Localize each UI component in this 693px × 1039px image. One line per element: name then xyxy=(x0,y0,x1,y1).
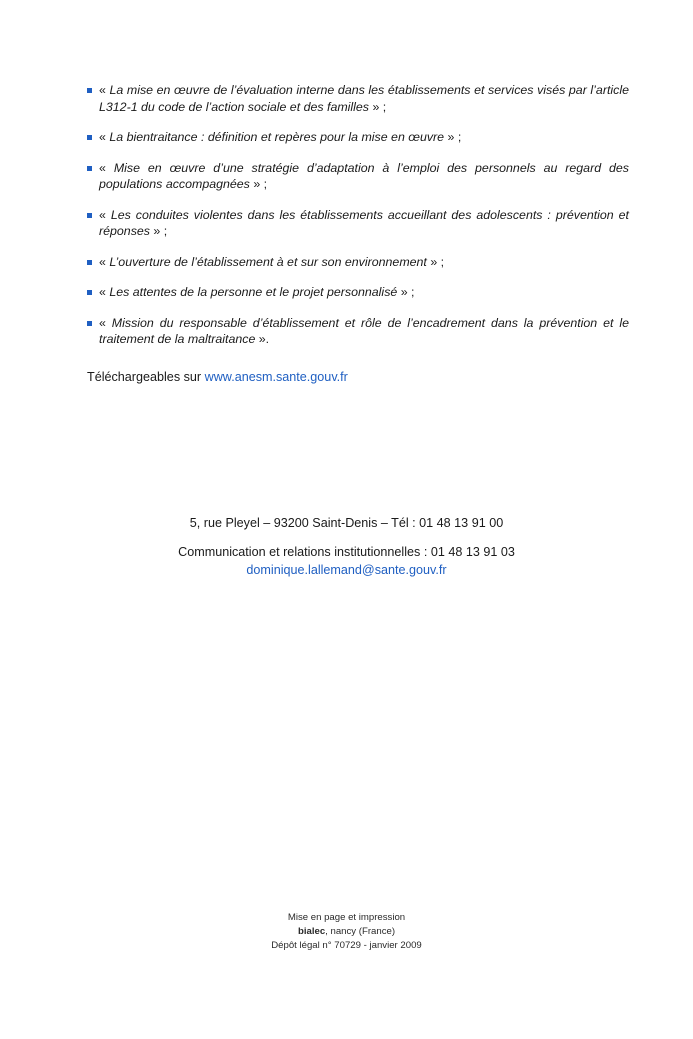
email-line xyxy=(0,563,693,577)
square-bullet-icon xyxy=(87,88,92,93)
square-bullet-icon xyxy=(87,321,92,326)
list-item xyxy=(87,160,629,193)
close-quote: » ; xyxy=(397,285,415,299)
download-prefix: Téléchargeables sur xyxy=(87,370,205,384)
printer-location: , nancy (France) xyxy=(325,926,396,937)
list-item xyxy=(87,82,629,115)
communication-line: Communication et relations institutionnelles : 01 48 13 91 03 xyxy=(178,545,515,559)
email-link[interactable]: dominique.lallemand@sante.gouv.fr xyxy=(246,563,447,577)
publication-title: Mission du responsable d’établissement et rôle de l’encadrement dans la prévention et le traitement de la maltraitance xyxy=(99,315,629,346)
publication-title: La mise en œuvre de l’évaluation interne dans les établissements et services visés par l’article L312-1 du code de l’action sociale et des familles xyxy=(99,83,629,114)
list-item xyxy=(87,284,629,301)
square-bullet-icon xyxy=(87,213,92,218)
square-bullet-icon xyxy=(87,260,92,265)
open-quote: « xyxy=(99,207,111,222)
list-item xyxy=(87,129,629,146)
open-quote: « xyxy=(99,160,114,175)
list-item xyxy=(87,315,629,348)
list-item xyxy=(87,207,629,240)
list-item xyxy=(87,254,629,271)
colophon-printer-line xyxy=(0,925,693,939)
publication-title: Les attentes de la personne et le projet personnalisé xyxy=(109,285,398,299)
open-quote: « xyxy=(99,285,110,299)
square-bullet-icon xyxy=(87,135,92,140)
address-line: 5, rue Pleyel – 93200 Saint-Denis – Tél : 01 48 13 91 00 xyxy=(189,516,504,530)
colophon-legal-line: Dépôt légal n° 70729 - janvier 2009 xyxy=(271,940,422,951)
square-bullet-icon xyxy=(87,166,92,171)
close-quote: » ; xyxy=(444,130,462,144)
open-quote: « xyxy=(99,130,110,144)
open-quote: « xyxy=(99,315,112,330)
square-bullet-icon xyxy=(87,290,92,295)
colophon-layout-line: Mise en page et impression xyxy=(287,912,406,923)
colophon xyxy=(0,911,693,953)
publications-list xyxy=(87,82,629,362)
publication-title: Les conduites violentes dans les établissements accueillant des adolescents : prévention et réponses xyxy=(99,207,629,238)
printer-name: bialec xyxy=(297,926,326,937)
close-quote: » ; xyxy=(369,99,387,114)
publication-title: Mise en œuvre d’une stratégie d’adaptation à l’emploi des personnels au regard des populations accompagnées xyxy=(99,160,629,191)
publication-title: L’ouverture de l’établissement à et sur son environnement xyxy=(109,254,427,269)
open-quote: « xyxy=(99,254,110,269)
publication-title: La bientraitance : définition et repères pour la mise en œuvre xyxy=(109,130,445,144)
close-quote: » ; xyxy=(149,224,168,238)
download-line xyxy=(87,370,348,384)
close-quote: ». xyxy=(255,332,270,346)
open-quote: « xyxy=(99,83,110,97)
close-quote: » ; xyxy=(426,254,445,269)
anesm-website-link[interactable]: www.anesm.sante.gouv.fr xyxy=(204,370,348,384)
close-quote: » ; xyxy=(249,177,268,191)
